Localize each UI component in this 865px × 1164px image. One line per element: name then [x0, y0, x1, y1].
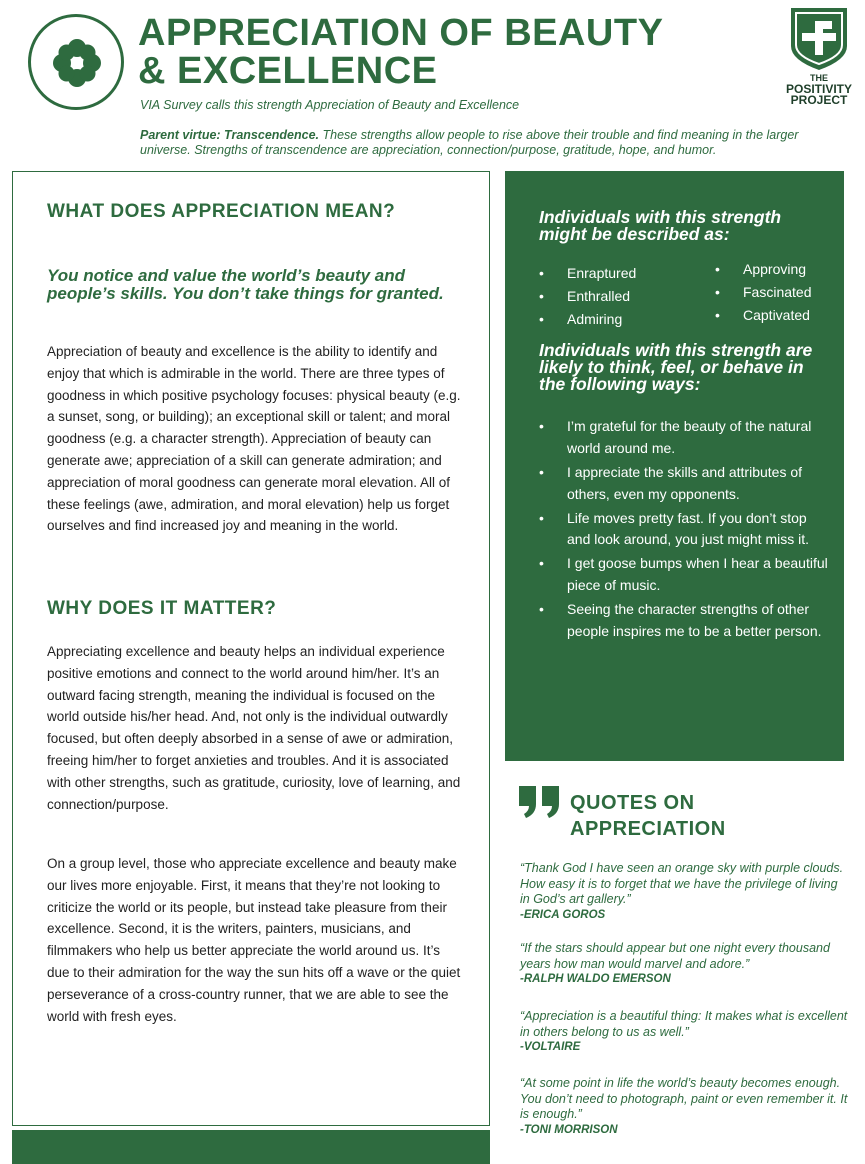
- list-item: • Life moves pretty fast. If you don’t stop and look around, you just might miss it.: [539, 508, 829, 552]
- quote-author: -ERICA GOROS: [520, 908, 606, 921]
- what-heading: WHAT DOES APPRECIATION MEAN?: [47, 201, 396, 222]
- ways-heading: Individuals with this strength are likely to think, feel, or behave in the following ways:: [539, 340, 813, 394]
- quotes-heading: [570, 790, 830, 842]
- flower-icon: [51, 37, 103, 89]
- list-item: • I’m grateful for the beauty of the natural world around me.: [539, 416, 829, 460]
- quote-item: [520, 1076, 850, 1138]
- quote-author: -RALPH WALDO EMERSON: [520, 973, 671, 985]
- quote-item: [520, 941, 850, 988]
- quotes-heading-text: QUOTES ON APPRECIATION: [570, 792, 726, 840]
- quote-text: “If the stars should appear but one night every thousand years how man would marvel and adore.”: [520, 941, 830, 971]
- quote-text: “At some point in life the world’s beauty becomes enough. You don’t need to photograph, paint or even remember it. It is enough.”: [520, 1076, 848, 1121]
- list-item: • Approving: [715, 258, 811, 281]
- quote-text: “Appreciation is a beautiful thing: It makes what is excellent in others belong to us as well.”: [520, 1009, 848, 1039]
- tagline: You notice and value the world’s beauty and people’s skills. You don’t take things for granted.: [47, 266, 444, 303]
- why-heading: WHY DOES IT MATTER?: [47, 598, 277, 619]
- quote-author: -VOLTAIRE: [520, 1041, 581, 1053]
- title-line-1: APPRECIATION OF BEAUTY: [138, 12, 664, 54]
- flower-badge: [28, 14, 124, 110]
- described-heading: Individuals with this strength might be described as:: [539, 207, 782, 244]
- list-item: • Captivated: [715, 304, 811, 327]
- quote-item: [520, 861, 850, 923]
- title-line-2: & EXCELLENCE: [138, 50, 438, 92]
- parent-virtue: [140, 128, 852, 158]
- parent-virtue-text: These strengths allow people to rise above their trouble and find meaning in the larger universe. Strengths of transcendence are appreciation, connection/purpose, gratitude, hope, and humor.: [140, 128, 799, 157]
- page-title: [138, 14, 663, 90]
- what-body: Appreciation of beauty and excellence is the ability to identify and enjoy that which is admirable in the world. There are three types of goodness in which positive psychology focuses: physical beauty (e.g. a sunset, song, or building); an exceptional skill or talent; and moral goodness (e.g. a character strength). Appreciation of beauty can generate awe; appreciation of a skill can generate admiration; and appreciation of moral goodness can generate moral elevation. All of these feelings (awe, admiration, and moral elevation) help us forget ourselves and find increased joy and meaning in the world.: [47, 344, 461, 534]
- described-list-col1: [539, 262, 636, 331]
- quote-text: “Thank God I have seen an orange sky with purple clouds. How easy it is to forget that we have the privilege of living in God’s art gallery.”: [520, 861, 844, 906]
- parent-virtue-label: Parent virtue: Transcendence.: [140, 128, 320, 142]
- ways-list: [539, 416, 829, 645]
- quote-mark-icon: [517, 784, 563, 820]
- subtitle: VIA Survey calls this strength Appreciation of Beauty and Excellence: [140, 98, 520, 112]
- quote-item: [520, 1009, 850, 1056]
- list-item: • Enraptured: [539, 262, 636, 285]
- list-item: • I appreciate the skills and attributes of others, even my opponents.: [539, 462, 829, 506]
- quote-author: -TONI MORRISON: [520, 1123, 618, 1136]
- list-item: • Admiring: [539, 308, 636, 331]
- list-item: • I get goose bumps when I hear a beautiful piece of music.: [539, 553, 829, 597]
- left-footer-bar: [12, 1130, 490, 1164]
- list-item: • Enthralled: [539, 285, 636, 308]
- logo-wordmark: [772, 73, 865, 106]
- why-body-2: On a group level, those who appreciate excellence and beauty make our lives more enjoyable. First, it means that they’re not looking to criticize the world or its people, but instead take pleasure from their excellence. Second, it is the writers, painters, musicians, and filmmakers who help us better appreciate the world around us. It’s due to their admiration for the way the sun hits off a wave or the quiet perseverance of a cross-country runner, that we are able to see the world with fresh eyes.: [47, 856, 461, 1024]
- list-item: • Seeing the character strengths of other people inspires me to be a better person.: [539, 599, 829, 643]
- described-list-col2: [715, 258, 811, 327]
- logo-line-the: THE: [810, 73, 828, 83]
- logo-line-project: PROJECT: [790, 93, 848, 107]
- list-item: • Fascinated: [715, 281, 811, 304]
- why-body-1: Appreciating excellence and beauty helps an individual experience positive emotions and connect to the world around him/her. It’s an outward facing strength, meaning the individual is focused on the world outside his/her head. And, not only is the individual outwardly focused, but often deeply absorbed in a sense of awe or admiration, freeing him/her to forget anxieties and troubles. And it is associated with other strengths, such as gratitude, curiosity, love of learning, and connection/purpose.: [47, 644, 461, 812]
- logo-line-positivity: POSITIVITY: [785, 82, 852, 96]
